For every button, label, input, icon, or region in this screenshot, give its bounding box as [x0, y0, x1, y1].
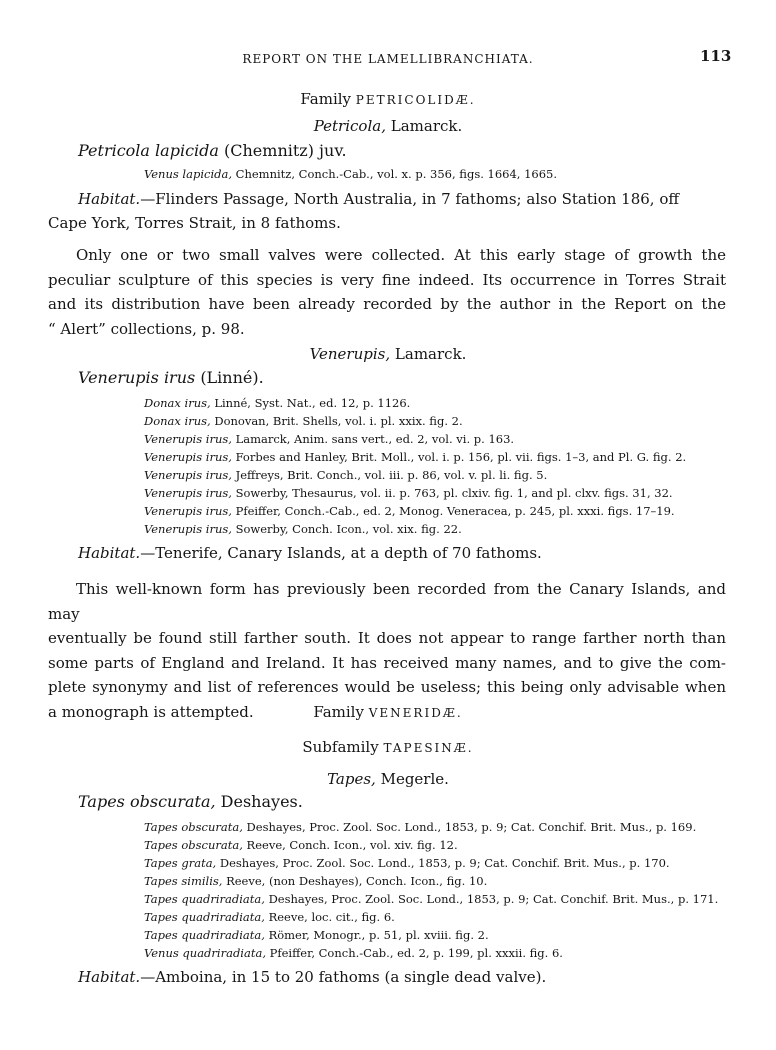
paragraph-petricola: [48, 243, 726, 341]
habitat-line-continued: [48, 214, 341, 232]
family-name: PETRICOLIDÆ.: [355, 93, 476, 107]
paragraph-line: plete synonymy and list of references would be useless; this being only advisable when: [48, 678, 726, 696]
genus-heading-tapes: [0, 770, 776, 788]
reference-name: Donax irus,: [144, 396, 211, 410]
reference-name: Venerupis irus,: [144, 468, 232, 482]
habitat-line: [78, 968, 546, 986]
reference-text: Sowerby, Thesaurus, vol. ii. p. 763, pl. clxiv. fig. 1, and pl. clxv. figs. 31, 32.: [235, 486, 673, 500]
habitat-label: Habitat.: [78, 544, 141, 562]
reference-line: [144, 522, 462, 536]
habitat-label: Habitat.: [78, 190, 141, 208]
reference-text: Lamarck, Anim. sans vert., ed. 2, vol. vi. p. 163.: [235, 432, 515, 446]
reference-text: Sowerby, Conch. Icon., vol. xix. fig. 22.: [235, 522, 462, 536]
reference-line: [144, 820, 696, 834]
reference-line: [144, 856, 670, 870]
subfamily-label: Subfamily: [302, 738, 379, 756]
reference-text: Donovan, Brit. Shells, vol. i. pl. xxix. fig. 2.: [214, 414, 463, 428]
paragraph-line: This well-known form has previously been recorded from the Canary Islands, and may: [48, 580, 726, 623]
reference-name: Venerupis irus,: [144, 504, 232, 518]
reference-text: Reeve, Conch. Icon., vol. xiv. fig. 12.: [246, 838, 458, 852]
reference-line: [144, 396, 410, 410]
paragraph-line: eventually be found still farther south. It does not appear to range farther north than: [48, 629, 726, 647]
habitat-line: [78, 190, 679, 208]
reference-text: Pfeiffer, Conch.-Cab., ed. 2, Monog. Veneracea, p. 245, pl. xxxi. figs. 17–19.: [235, 504, 675, 518]
species-author: Deshayes.: [220, 792, 303, 811]
reference-line: [144, 928, 489, 942]
reference-line: [144, 838, 458, 852]
reference-name: Tapes grata,: [144, 856, 217, 870]
habitat-text: —Tenerife, Canary Islands, at a depth of 70 fathoms.: [140, 544, 542, 562]
paragraph-line: Only one or two small valves were collected. At this early stage of growth the: [76, 246, 726, 264]
reference-line: [144, 450, 686, 464]
reference-text: Pfeiffer, Conch.-Cab., ed. 2, p. 199, pl. xxxii. fig. 6.: [269, 946, 563, 960]
species-name: Petricola lapicida: [78, 141, 219, 160]
reference-line: [144, 414, 463, 428]
habitat-text: —Amboina, in 15 to 20 fathoms (a single dead valve).: [140, 968, 547, 986]
page-number: 113: [700, 47, 732, 65]
genus-heading-petricola: [0, 117, 776, 135]
reference-name: Tapes similis,: [144, 874, 223, 888]
reference-name: Tapes quadriradiata,: [144, 892, 265, 906]
reference-text: Deshayes, Proc. Zool. Soc. Lond., 1853, p. 9; Cat. Conchif. Brit. Mus., p. 171.: [268, 892, 719, 906]
species-heading-tapes-obscurata: [78, 792, 303, 811]
reference-text: Chemnitz, Conch.-Cab., vol. x. p. 356, figs. 1664, 1665.: [235, 167, 558, 181]
reference-text: Deshayes, Proc. Zool. Soc. Lond., 1853, p. 9; Cat. Conchif. Brit. Mus., p. 169.: [246, 820, 697, 834]
reference-line: [144, 910, 395, 924]
reference-name: Venerupis irus,: [144, 522, 232, 536]
species-author: (Linné).: [200, 368, 264, 387]
reference-text: Römer, Monogr., p. 51, pl. xviii. fig. 2.: [268, 928, 489, 942]
reference-name: Venerupis irus,: [144, 432, 232, 446]
genus-name: Venerupis,: [309, 345, 391, 363]
genus-name: Petricola,: [313, 117, 386, 135]
subfamily-name: TAPESINÆ.: [383, 741, 474, 755]
genus-heading-venerupis: [0, 345, 776, 363]
family-label: Family: [300, 90, 352, 108]
habitat-line: [78, 544, 542, 562]
reference-text: Linné, Syst. Nat., ed. 12, p. 1126.: [214, 396, 411, 410]
genus-author: Lamarck.: [390, 117, 463, 135]
species-heading-petricola-lapicida: [78, 141, 347, 160]
species-heading-venerupis-irus: [78, 368, 264, 387]
species-name: Venerupis irus: [78, 368, 196, 387]
running-head-title: REPORT ON THE LAMELLIBRANCHIATA.: [242, 52, 534, 66]
reference-line: [144, 504, 675, 518]
reference-name: Tapes obscurata,: [144, 838, 243, 852]
genus-author: Lamarck.: [394, 345, 467, 363]
reference-line: [144, 468, 547, 482]
reference-line: [144, 874, 487, 888]
paragraph-line: and its distribution have been already recorded by the author in the Report on the: [48, 295, 726, 313]
subfamily-heading-tapesinae: [0, 738, 776, 756]
reference-line: [144, 946, 563, 960]
reference-name: Tapes quadriradiata,: [144, 928, 265, 942]
reference-text: Jeffreys, Brit. Conch., vol. iii. p. 86, vol. v. pl. li. fig. 5.: [235, 468, 548, 482]
reference-name: Tapes quadriradiata,: [144, 910, 265, 924]
family-name: VENERIDÆ.: [368, 706, 463, 720]
reference-line: [144, 892, 718, 906]
reference-name: Venus quadriradiata,: [144, 946, 266, 960]
habitat-text: —Flinders Passage, North Australia, in 7 fathoms; also Station 186, off: [140, 190, 680, 208]
reference-name: Donax irus,: [144, 414, 211, 428]
species-author: (Chemnitz) juv.: [224, 141, 347, 160]
reference-text: Reeve, (non Deshayes), Conch. Icon., fig. 10.: [226, 874, 488, 888]
paragraph-line: “ Alert” collections, p. 98.: [48, 319, 245, 338]
reference-line: [144, 486, 673, 500]
genus-name: Tapes,: [327, 770, 376, 788]
reference-text: Forbes and Hanley, Brit. Moll., vol. i. p. 156, pl. vii. figs. 1–3, and Pl. G. fig. 2.: [235, 450, 687, 464]
paragraph-line: peculiar sculpture of this species is very fine indeed. Its occurrence in Torres Strait: [48, 270, 726, 289]
reference-line: [144, 167, 557, 181]
reference-line: [144, 432, 514, 446]
reference-name: Venerupis irus,: [144, 450, 232, 464]
family-label: Family: [313, 703, 364, 721]
family-heading-petricolidae: [0, 90, 776, 108]
genus-author: Megerle.: [380, 770, 449, 788]
reference-name: Venerupis irus,: [144, 486, 232, 500]
reference-text: Reeve, loc. cit., fig. 6.: [268, 910, 395, 924]
reference-name: Venus lapicida,: [144, 167, 232, 181]
paragraph-line: a monograph is attempted.: [48, 702, 254, 721]
reference-name: Tapes obscurata,: [144, 820, 243, 834]
species-name: Tapes obscurata,: [78, 792, 216, 811]
habitat-text: Cape York, Torres Strait, in 8 fathoms.: [48, 214, 341, 232]
reference-text: Deshayes, Proc. Zool. Soc. Lond., 1853, p. 9; Cat. Conchif. Brit. Mus., p. 170.: [219, 856, 670, 870]
habitat-label: Habitat.: [78, 968, 141, 986]
family-heading-veneridae: [0, 703, 776, 721]
paragraph-line: some parts of England and Ireland. It has received many names, and to give the com-: [48, 653, 726, 672]
paragraph-venerupis: [48, 577, 726, 724]
